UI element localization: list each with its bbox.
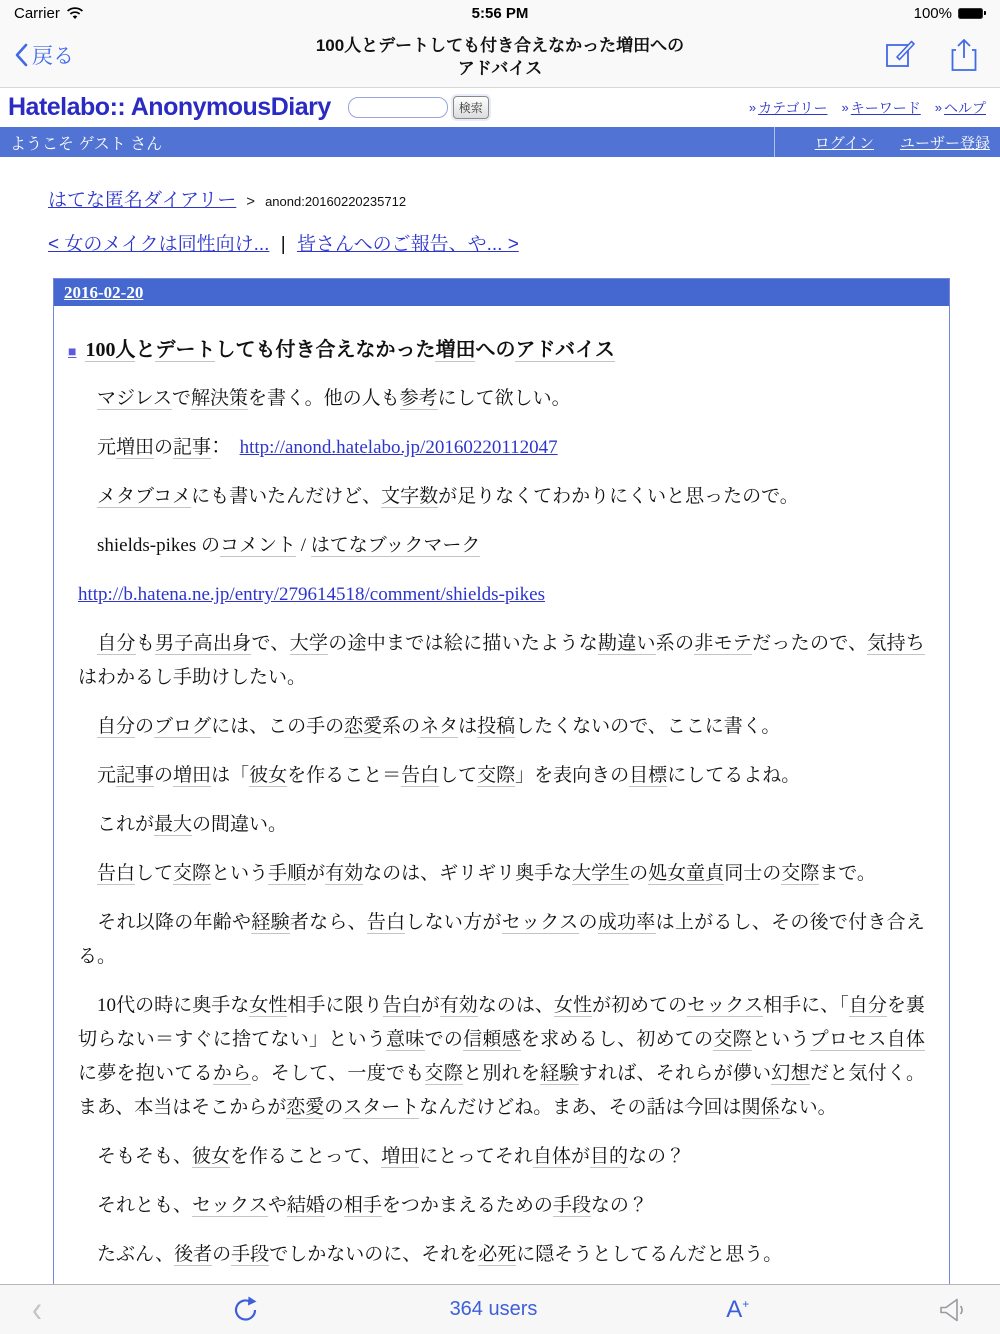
text-run: これが [78,814,155,835]
next-entry-link[interactable]: 皆さんへのご報告、や... > [296,234,519,255]
text-run: して [135,863,174,884]
text-run: は上がるし、その後で付き合える。 [78,912,925,967]
paragraph [78,529,925,563]
nav-bar [0,26,1000,88]
text-run: が [570,1146,590,1167]
text-run: には、この手の [211,716,345,737]
text-run: なんだけどね。まあ、その話は今回は [419,1097,742,1118]
text-run: での [424,1029,464,1050]
text-run: なの？ [590,1195,648,1216]
text-run: も [135,633,156,654]
text-run: を書く。他の人も [248,388,400,409]
keyword-link[interactable]: 交際 [173,863,212,884]
page-title: 100人とデートしても付き合えなかった増田への アドバイス [315,36,685,78]
keyword-link[interactable]: 自体 [532,1146,571,1167]
search-button[interactable]: 検索 [453,96,489,119]
text-run: の [212,1244,232,1265]
keyword-link[interactable]: 参考 [399,388,438,409]
text-run: は [458,716,478,737]
entry-nav-separator: | [280,234,286,255]
header-link-help[interactable]: » ヘルプ [934,99,986,116]
header-link-keyword[interactable]: » キーワード [841,99,921,116]
keyword-link[interactable]: 結婚 [286,1195,325,1216]
text-run: が [306,863,326,884]
text-run: 者なら、 [289,912,367,933]
keyword-link[interactable]: プロセス [809,1029,887,1050]
keyword-link[interactable]: はてなブックマーク [310,535,481,556]
text-run: と [135,339,156,361]
text-run: の [324,1097,344,1118]
text-run: は「 [211,765,250,786]
paragraph [78,382,925,416]
bookmark-users-button[interactable]: 364 users [449,1298,538,1320]
keyword-link[interactable]: 有効 [325,863,364,884]
link-arrow-icon: » [748,100,757,115]
site-header [0,88,1000,127]
text-run: 。そして、一度でも [251,1063,425,1084]
keyword-link[interactable]: 目的 [589,1146,628,1167]
keyword-link[interactable]: ブログ [154,716,212,737]
text-run: ない。 [779,1097,837,1118]
keyword-link[interactable]: ネタ [420,716,459,737]
text-run: の途中までは絵に描いたような [328,633,598,654]
register-link[interactable]: ユーザー登録 [899,134,990,152]
paragraph [78,808,925,842]
keyword-link[interactable]: 成功率 [597,912,656,933]
keyword-link[interactable]: 大学生 [572,863,630,884]
keyword-link[interactable]: 手段 [231,1244,270,1265]
text-run [78,486,97,507]
paragraph [78,480,925,514]
breadcrumb [48,185,950,212]
share-icon[interactable] [950,38,978,72]
text-run: と別れを [463,1063,541,1084]
text-run: に隠そうとしてるんだと思う。 [516,1244,783,1265]
body-url-link[interactable]: http://b.hatena.ne.jp/entry/279614518/comment/shields-pikes [78,584,546,605]
keyword-link[interactable]: 信頼感 [463,1029,521,1050]
text-run: の間違い。 [192,814,288,835]
keyword-link[interactable]: アドバイス [515,339,615,361]
keyword-link[interactable]: 手順 [268,863,307,884]
prev-entry-link[interactable]: < 女のメイクは同性向け... [48,234,270,255]
date-link[interactable]: 2016-02-20 [64,282,144,302]
keyword-link[interactable]: 100人 [85,339,136,361]
carrier-label: Carrier [14,4,60,22]
paragraph [78,1140,925,1174]
paragraph [78,857,925,891]
text-run: を求めるし、初めての [520,1029,714,1050]
keyword-link[interactable]: 告白 [382,995,421,1016]
text-run: だと気付く。まあ、本当はそこからが [78,1063,925,1118]
article-body [66,382,933,1284]
keyword-link[interactable]: 目標 [629,765,668,786]
keyword-link[interactable]: 投稿 [477,716,516,737]
paragraph [78,431,925,465]
keyword-link[interactable]: マジレス [97,388,172,409]
text-run: が [420,995,440,1016]
text-run: 系の [382,716,421,737]
text-run: にも書いたんだけど、 [191,486,382,507]
link-arrow-icon: » [841,100,849,115]
keyword-link[interactable]: 大学 [289,633,329,654]
text-run: への [475,339,516,361]
text-run: にしてるよね。 [667,765,801,786]
keyword-link[interactable]: 交際 [424,1063,464,1084]
reload-icon[interactable] [231,1295,261,1325]
text-run: を作ること＝ [287,765,402,786]
text-run: ： [211,437,240,458]
text-run: したくないので、ここに書く。 [515,716,781,737]
paragraph [78,759,925,793]
keyword-link[interactable]: 最大 [154,814,193,835]
keyword-link[interactable]: 手段 [552,1195,591,1216]
megaphone-icon[interactable] [938,1297,968,1323]
text-run: でしかないのに、それを [269,1244,479,1265]
text-run: に夢を抱いてる [78,1063,213,1084]
keyword-link[interactable]: 増田 [116,437,155,458]
paragraph [78,1238,925,1272]
keyword-link[interactable]: セックス [192,1195,268,1216]
text-run: 10代の時に奥手な [78,995,250,1016]
keyword-link[interactable]: セックス [687,995,764,1016]
keyword-link[interactable]: 経験 [251,912,290,933]
text-run: 同士の [724,863,782,884]
text-run: なのは、 [477,995,554,1016]
text-run: すれば、それらが儚い [578,1063,772,1084]
keyword-link[interactable]: 記事 [173,437,212,458]
keyword-link[interactable]: 告白 [401,765,440,786]
anchor-icon[interactable]: ■ [68,345,77,360]
bottom-toolbar [0,1284,1000,1334]
paragraph [78,578,925,612]
text-run: の [324,1195,344,1216]
text-run: を裏切らない＝すぐに捨てない」という [78,995,925,1050]
text-run: の [135,716,155,737]
keyword-link[interactable]: 恋愛 [286,1097,325,1118]
keyword-link[interactable]: 男子高 [155,633,213,654]
keyword-link[interactable]: デート [155,339,216,361]
text-run: が初めての [591,995,688,1016]
paragraph [78,627,925,695]
text-run: の [629,863,649,884]
keyword-link[interactable]: から [212,1063,252,1084]
entry-nav [48,229,950,256]
text-size-button[interactable]: A+ [726,1295,750,1323]
keyword-link[interactable]: 自分 [97,716,136,737]
text-run: 元 [78,437,117,458]
keyword-link[interactable]: 経験 [540,1063,579,1084]
text-run: が足りなくてわかりにくいと思ったので。 [438,486,799,507]
keyword-link[interactable]: 自分 [97,633,136,654]
welcome-bar [0,127,1000,157]
keyword-link[interactable]: 非モテ [694,633,753,654]
text-run: の [154,437,174,458]
keyword-link[interactable]: コメント [219,535,296,556]
text-run: それ以降の年齢や [78,912,252,933]
breadcrumb-separator: > [246,193,256,210]
keyword-link[interactable]: 文字数 [381,486,439,507]
keyword-link[interactable]: 恋愛 [344,716,383,737]
back-label: 戻る [32,45,74,68]
text-run: の [578,912,598,933]
keyword-link[interactable]: 彼女 [192,1146,231,1167]
keyword-link[interactable]: スタート [343,1097,420,1118]
paragraph [78,906,925,974]
article-title-text [85,336,614,364]
keyword-link[interactable]: 相手 [343,1195,382,1216]
date-bar [54,279,949,306]
keyword-link[interactable]: 交際 [781,863,820,884]
keyword-link[interactable]: 増田 [381,1146,420,1167]
text-run: 相手に、「 [763,995,849,1016]
keyword-link[interactable]: 幻想 [771,1063,810,1084]
keyword-link[interactable]: 後者 [174,1244,213,1265]
keyword-link[interactable]: メタブコメ [97,486,192,507]
article-box [53,278,950,1284]
keyword-link[interactable]: 交際 [477,765,516,786]
paragraph [78,710,925,744]
login-link[interactable]: ログイン [814,134,874,152]
text-run: にとってそれ [419,1146,533,1167]
battery-percent: 100% [913,4,952,22]
welcome-text: ようこそ ゲスト さん [10,135,163,153]
text-run: で、 [251,633,290,654]
paragraph [78,989,925,1125]
text-run: 系の [655,633,695,654]
keyword-link[interactable]: 処女童貞 [648,863,725,884]
breadcrumb-site-link[interactable]: はてな匿名ダイアリー [48,190,237,211]
text-run: 相手に限り [287,995,383,1016]
text-run: 」を表向きの [515,765,630,786]
keyword-link[interactable]: 出身 [212,633,252,654]
keyword-link[interactable]: 女性 [249,995,288,1016]
body-url-link[interactable]: http://anond.hatelabo.jp/20160220112047 [239,437,558,458]
article-title [68,336,933,367]
keyword-link[interactable]: 勘違い [597,633,656,654]
compose-icon[interactable] [885,38,916,72]
web-content [0,157,1000,1284]
back-button[interactable] [14,40,74,70]
status-bar [0,0,1000,26]
keyword-link[interactable]: 自体 [886,1029,925,1050]
text-run [78,388,97,409]
text-run: まで。 [819,863,876,884]
text-run: / [295,535,311,556]
text-run: しても付き合えなかった [215,339,436,361]
keyword-link[interactable]: 解決策 [191,388,249,409]
text-run [78,633,97,654]
text-run: それとも、 [78,1195,193,1216]
keyword-link[interactable]: 交際 [713,1029,752,1050]
text-run: しない方が [405,912,502,933]
text-run: はわかるし手助けしたい。 [78,667,307,688]
text-run [78,716,97,737]
keyword-link[interactable]: 増田 [173,765,212,786]
keyword-link[interactable]: 記事 [116,765,155,786]
keyword-link[interactable]: 自分 [848,995,887,1016]
text-run: をつかまえるための [381,1195,553,1216]
entry-id: anond:20160220235712 [265,194,407,209]
keyword-link[interactable]: 有効 [439,995,478,1016]
text-run: shields-pikes の [78,535,220,556]
text-run: という [211,863,269,884]
keyword-link[interactable]: 増田 [435,339,476,361]
clock: 5:56 PM [471,4,529,22]
text-run: にして欲しい。 [437,388,571,409]
keyword-link[interactable]: 意味 [386,1029,425,1050]
keyword-link[interactable]: 気持ち [867,633,925,654]
back-chevron-icon [14,43,28,67]
text-run: そもそも、 [78,1146,193,1167]
text-run [78,863,97,884]
paragraph [78,1189,925,1223]
text-run: だったので、 [752,633,868,654]
text-run: なのは、ギリギリ奥手な [363,863,573,884]
text-run: や [267,1195,287,1216]
text-run: なの？ [627,1146,685,1167]
search-input[interactable] [348,97,448,118]
keyword-link[interactable]: 関係 [741,1097,780,1118]
text-run: という [751,1029,810,1050]
text-run: して [439,765,478,786]
text-run: を作ることって、 [230,1146,382,1167]
keyword-link[interactable]: 告白 [366,912,406,933]
history-back-icon[interactable]: ‹ [32,1288,42,1330]
keyword-link[interactable]: 女性 [553,995,592,1016]
text-run: の [154,765,174,786]
text-run: で [171,388,191,409]
text-run: たぶん、 [78,1244,175,1265]
keyword-link[interactable]: 告白 [97,863,136,884]
keyword-link[interactable]: セックス [501,912,579,933]
site-logo[interactable]: Hatelabo:: AnonymousDiary [8,93,331,121]
keyword-link[interactable]: 彼女 [249,765,288,786]
header-link-category[interactable]: » カテゴリー [748,99,828,116]
keyword-link[interactable]: 必死 [478,1244,517,1265]
link-arrow-icon: » [934,100,942,115]
text-run: 元 [78,765,117,786]
